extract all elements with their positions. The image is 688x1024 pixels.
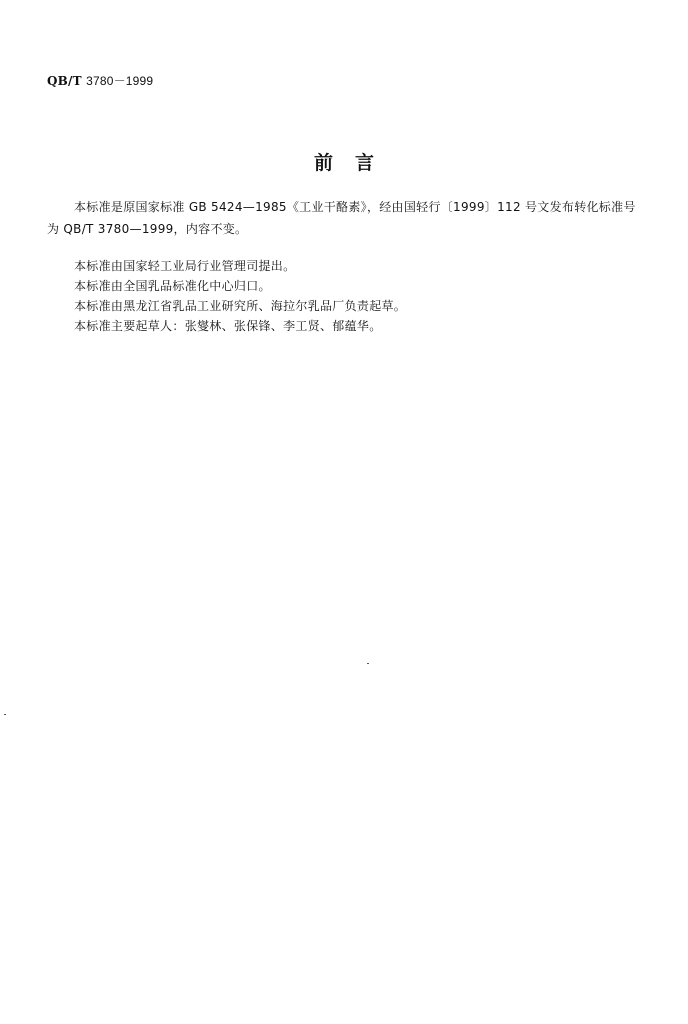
- standard-number: 3780－1999: [86, 74, 154, 88]
- scan-speck: [4, 714, 6, 715]
- statement-proposer: 本标准由国家轻工业局行业管理司提出。: [74, 259, 296, 273]
- statement-list: [74, 256, 406, 336]
- page-title: 前言: [313, 152, 396, 174]
- statement-administrator: 本标准由全国乳品标准化中心归口。: [74, 279, 271, 293]
- standard-prefix: QB/T: [47, 74, 82, 88]
- scan-speck: [367, 663, 369, 664]
- standard-code: [47, 72, 153, 89]
- intro-paragraph: 本标准是原国家标准 GB 5424—1985《工业干酪素》，经由国轻行〔1999〕112 号文发布转化标准号为 QB/T 3780—1999，内容不变。: [47, 200, 636, 236]
- statement-drafting-units: 本标准由黑龙江省乳品工业研究所、海拉尔乳品厂负责起草。: [74, 299, 407, 313]
- statement-drafters: 本标准主要起草人：张燮林、张保锋、李工贤、郁蕴华。: [74, 319, 382, 333]
